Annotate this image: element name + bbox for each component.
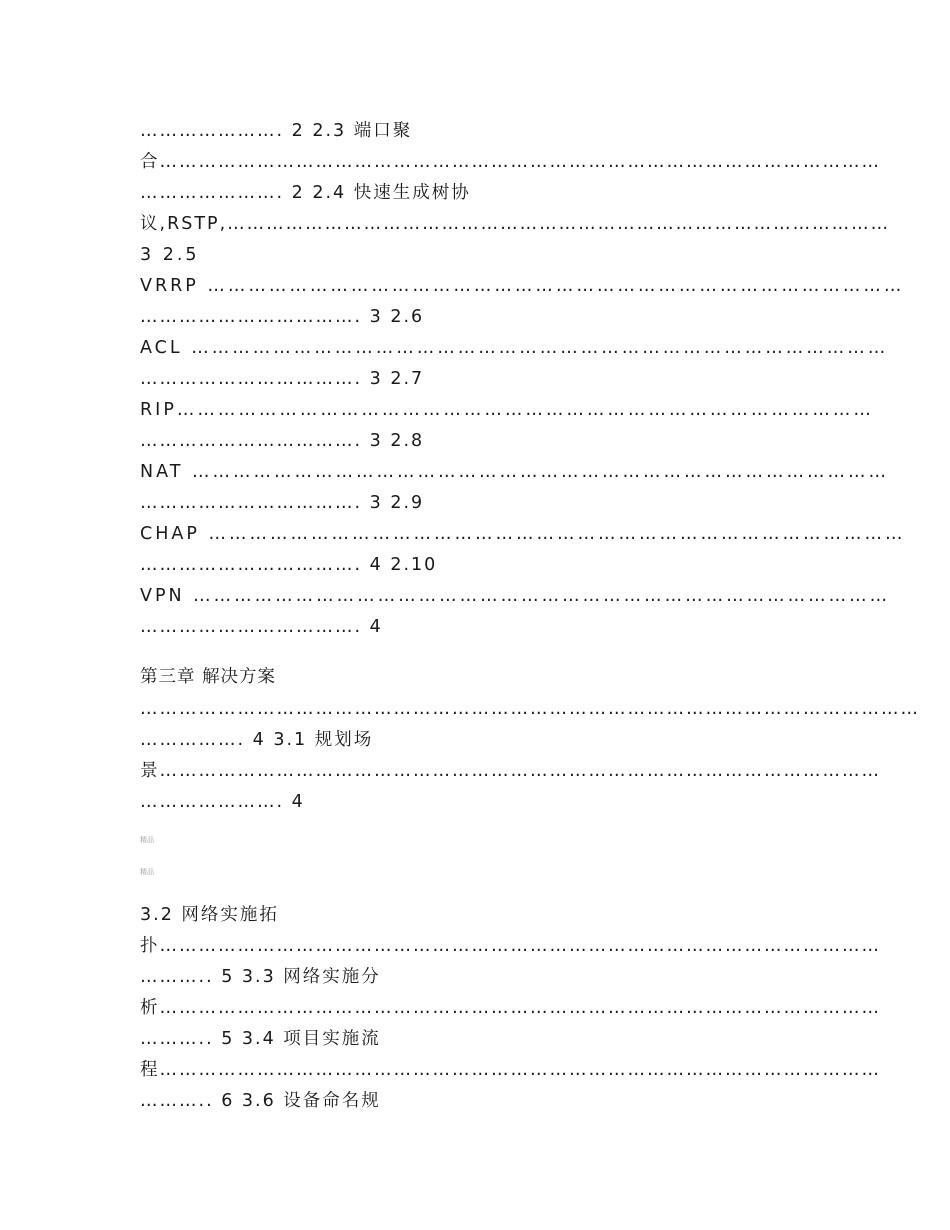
toc-line: 程………………………………………………………………………………………………… <box>140 1060 881 1080</box>
toc-line: 扑………………………………………………………………………………………………… <box>140 936 881 956</box>
toc-line: 景………………………………………………………………………………………………… <box>140 761 881 781</box>
watermark-label: 精品 <box>140 868 154 876</box>
toc-line: ……….. 6 3.6 设备命名规 <box>140 1091 381 1111</box>
toc-line: 析………………………………………………………………………………………………… <box>140 998 881 1018</box>
toc-line: ……………………………. 3 2.6 <box>140 307 425 327</box>
toc-line: …………………. 2 2.3 端口聚 <box>140 121 413 141</box>
toc-line: …………………. 2 2.4 快速生成树协 <box>140 183 471 203</box>
toc-line: ……………………………. 3 2.8 <box>140 431 425 451</box>
toc-line: ……………………………. 4 <box>140 617 383 637</box>
toc-line: ……….. 5 3.4 项目实施流 <box>140 1029 381 1049</box>
toc-line: ……………………………. 4 2.10 <box>140 555 438 575</box>
toc-line: 3 2.5 <box>140 245 200 265</box>
toc-line: ……….. 5 3.3 网络实施分 <box>140 967 381 987</box>
toc-line: 议,RSTP,………………………………………………………………………………………… <box>140 214 891 234</box>
toc-line: ……………………………. 3 2.9 <box>140 493 425 513</box>
toc-line: CHAP ………………………………………………………………………………………… <box>140 524 906 544</box>
toc-line: ………………………………………………………………………………………………………… <box>140 699 920 719</box>
toc-line: …………………. 4 <box>140 792 305 812</box>
toc-line: VRRP ………………………………………………………………………………………… <box>140 276 905 296</box>
toc-line: ……………………………. 3 2.7 <box>140 369 425 389</box>
chapter-heading: 第三章 解决方案 <box>140 667 277 687</box>
toc-line: NAT ………………………………………………………………………………………… <box>140 462 889 482</box>
document-page <box>140 0 920 1230</box>
toc-line: ACL ………………………………………………………………………………………… <box>140 338 889 358</box>
toc-line: VPN ………………………………………………………………………………………… <box>140 586 891 606</box>
toc-line: RIP………………………………………………………………………………………… <box>140 400 874 420</box>
watermark-label: 精品 <box>140 836 154 844</box>
toc-line: 合………………………………………………………………………………………………… <box>140 152 881 172</box>
toc-line: ……………. 4 3.1 规划场 <box>140 730 374 750</box>
toc-line: 3.2 网络实施拓 <box>140 905 279 925</box>
